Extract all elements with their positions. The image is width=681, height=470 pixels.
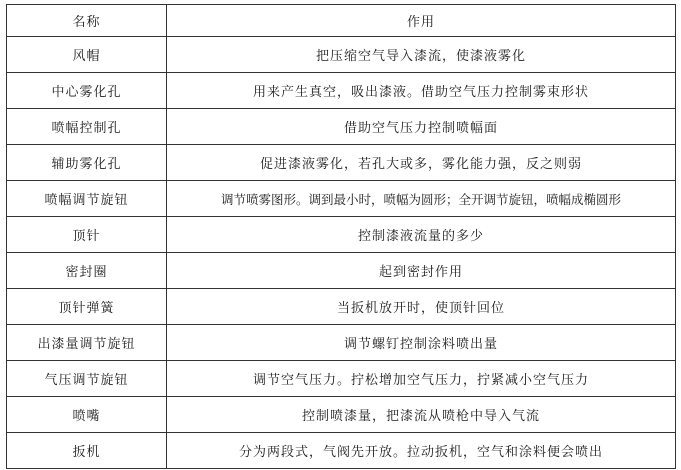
part-function-cell: 调节喷雾图形。调到最小时，喷幅为圆形；全开调节旋钮，喷幅成椭圆形	[167, 181, 676, 217]
table-row	[7, 253, 676, 289]
part-function-cell: 借助空气压力控制喷幅面	[167, 109, 676, 145]
part-function-cell: 促进漆液雾化，若孔大或多，雾化能力强，反之则弱	[167, 145, 676, 181]
part-function-cell: 调节螺钉控制涂料喷出量	[167, 325, 676, 361]
part-name-cell: 出漆量调节旋钮	[7, 325, 167, 361]
part-name-cell: 喷幅调节旋钮	[7, 181, 167, 217]
part-function-cell: 分为两段式，气阀先开放。拉动扳机，空气和涂料便会喷出	[167, 433, 676, 469]
part-name-cell: 中心雾化孔	[7, 73, 167, 109]
part-function-cell: 起到密封作用	[167, 253, 676, 289]
part-name-cell: 气压调节旋钮	[7, 361, 167, 397]
table-row	[7, 325, 676, 361]
part-function-cell: 调节空气压力。拧松增加空气压力，拧紧减小空气压力	[167, 361, 676, 397]
part-function-cell: 用来产生真空，吸出漆液。借助空气压力控制雾束形状	[167, 73, 676, 109]
table-row	[7, 289, 676, 325]
part-function-cell: 控制喷漆量，把漆流从喷枪中导入气流	[167, 397, 676, 433]
part-name-cell: 密封圈	[7, 253, 167, 289]
table-row	[7, 181, 676, 217]
spray-gun-parts-table-container	[6, 4, 675, 469]
part-function-cell: 把压缩空气导入漆流，使漆液雾化	[167, 37, 676, 73]
part-name-cell: 顶针	[7, 217, 167, 253]
part-name-cell: 辅助雾化孔	[7, 145, 167, 181]
table-header-row	[7, 5, 676, 37]
part-name-cell: 喷嘴	[7, 397, 167, 433]
table-row	[7, 109, 676, 145]
table-row	[7, 145, 676, 181]
part-name-cell: 扳机	[7, 433, 167, 469]
table-row	[7, 217, 676, 253]
part-name-cell: 顶针弹簧	[7, 289, 167, 325]
header-name-cell: 名称	[7, 5, 167, 37]
part-function-cell: 当扳机放开时，使顶针回位	[167, 289, 676, 325]
table-row	[7, 361, 676, 397]
table-row	[7, 433, 676, 469]
table-row	[7, 397, 676, 433]
spray-gun-parts-table	[6, 4, 676, 469]
header-function-cell: 作用	[167, 5, 676, 37]
part-name-cell: 风帽	[7, 37, 167, 73]
part-function-cell: 控制漆液流量的多少	[167, 217, 676, 253]
part-name-cell: 喷幅控制孔	[7, 109, 167, 145]
table-row	[7, 73, 676, 109]
table-row	[7, 37, 676, 73]
